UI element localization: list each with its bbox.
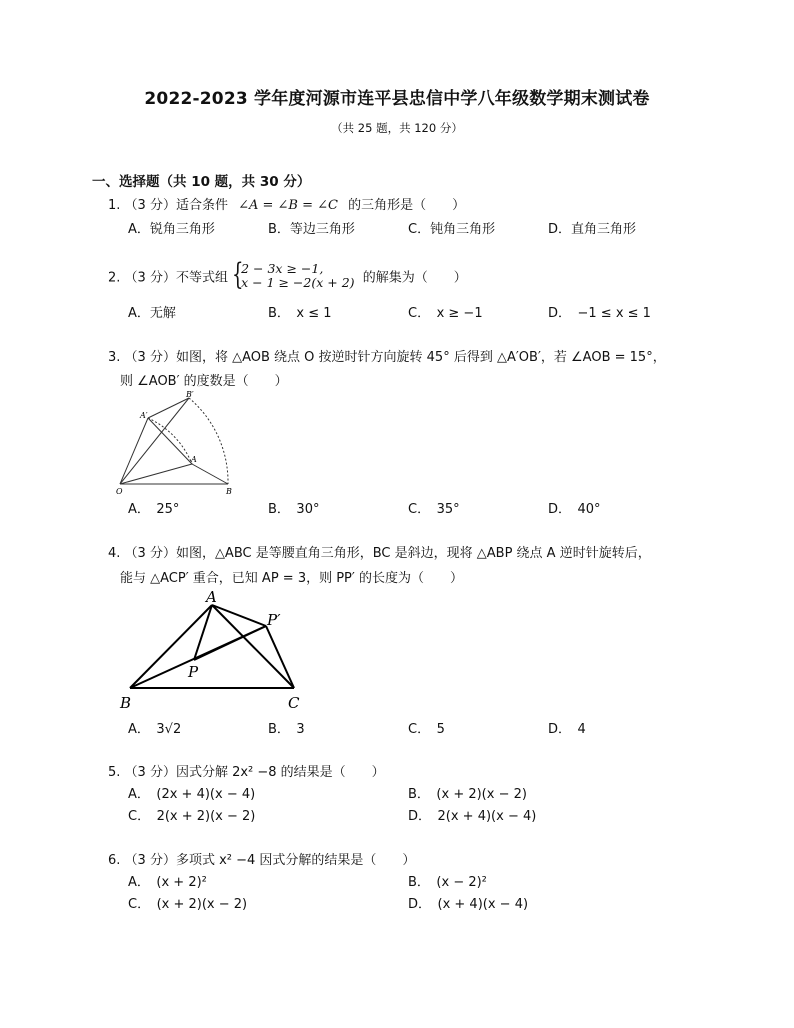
q3-option-b[interactable]: B． 30° — [268, 502, 320, 517]
q6-option-a[interactable]: A． (x + 2)² — [128, 875, 207, 890]
q6-option-d[interactable]: D． (x + 4)(x − 4) — [408, 897, 529, 912]
question-6: 6. （3 分）多项式 x² −4 因式分解的结果是（ ） — [108, 853, 416, 868]
question-1 — [108, 194, 465, 213]
label-a-prime: A′ — [140, 411, 148, 420]
label-p-prime: P′ — [267, 611, 281, 629]
question-1-prefix: 1. （3 分）适合条件 — [108, 198, 228, 213]
question-4-line-1: 4. （3 分）如图，△ABC 是等腰直角三角形，BC 是斜边，现将 △ABP 绕点 A 逆时针旋转后， — [108, 546, 651, 561]
q2-option-c[interactable]: C． x ≥ −1 — [408, 306, 483, 321]
q3-option-c[interactable]: C． 35° — [408, 502, 460, 517]
q5-option-d[interactable]: D． 2(x + 4)(x − 4) — [408, 809, 537, 824]
page-subtitle: （共 25 题，共 120 分） — [331, 121, 463, 135]
label-b: B — [120, 694, 132, 712]
q5-option-a[interactable]: A． (2x + 4)(x − 4) — [128, 787, 256, 802]
label-c: C — [288, 694, 300, 712]
q5-option-c[interactable]: C． 2(x + 2)(x − 2) — [128, 809, 256, 824]
q1-option-d[interactable]: D．直角三角形 — [548, 222, 637, 237]
q4-option-b[interactable]: B． 3 — [268, 722, 305, 737]
inequality-row-1: 2 − 3x ≥ −1, — [241, 261, 324, 276]
question-3-line-1: 3. （3 分）如图，将 △AOB 绕点 O 按逆时针方向旋转 45° 后得到 △A′OB′，若 ∠AOB = 15°， — [108, 350, 666, 365]
q6-option-c[interactable]: C． (x + 2)(x − 2) — [128, 897, 248, 912]
rotation-figure — [110, 388, 245, 498]
section-title: 一、选择题（共 10 题，共 30 分） — [92, 174, 311, 190]
q4-option-c[interactable]: C． 5 — [408, 722, 445, 737]
page-title: 2022-2023 学年度河源市连平县忠信中学八年级数学期末测试卷 — [144, 89, 650, 109]
q1-option-c[interactable]: C．钝角三角形 — [408, 222, 496, 237]
label-a: A — [191, 455, 197, 464]
brace-icon: { — [232, 257, 244, 292]
q3-option-d[interactable]: D． 40° — [548, 502, 601, 517]
question-3-line-2: 则 ∠AOB′ 的度数是（ ） — [120, 374, 288, 389]
label-b: B — [226, 487, 232, 496]
q2-option-d[interactable]: D． −1 ≤ x ≤ 1 — [548, 306, 651, 321]
q4-option-d[interactable]: D． 4 — [548, 722, 586, 737]
label-a: A — [206, 588, 217, 606]
q1-option-b[interactable]: B．等边三角形 — [268, 222, 355, 237]
question-1-suffix: 的三角形是（ ） — [348, 198, 466, 213]
arc-b-to-b-prime — [189, 398, 228, 484]
q2-option-a[interactable]: A．无解 — [128, 306, 176, 321]
question-4-line-2: 能与 △ACP′ 重合，已知 AP = 3，则 PP′ 的长度为（ ） — [120, 571, 463, 586]
label-b-prime: B′ — [186, 390, 194, 399]
question-2-suffix: 的解集为（ ） — [362, 270, 467, 286]
question-5: 5. （3 分）因式分解 2x² −8 的结果是（ ） — [108, 765, 385, 780]
q5-option-b[interactable]: B． (x + 2)(x − 2) — [408, 787, 527, 802]
inequality-row-2: x − 1 ≥ −2(x + 2) — [241, 275, 355, 290]
question-2 — [108, 257, 467, 292]
q4-option-a[interactable]: A． 3√2 — [128, 722, 182, 737]
question-1-condition: ∠A = ∠B = ∠C — [238, 198, 338, 213]
q3-option-a[interactable]: A． 25° — [128, 502, 180, 517]
question-2-prefix: 2. （3 分）不等式组 — [108, 270, 228, 286]
q1-option-a[interactable]: A．锐角三角形 — [128, 222, 215, 237]
label-p: P — [188, 663, 199, 681]
label-o: O — [116, 487, 123, 496]
q2-option-b[interactable]: B． x ≤ 1 — [268, 306, 332, 321]
q6-option-b[interactable]: B． (x − 2)² — [408, 875, 487, 890]
triangle-figure — [118, 588, 338, 712]
inequality-system — [232, 257, 355, 292]
